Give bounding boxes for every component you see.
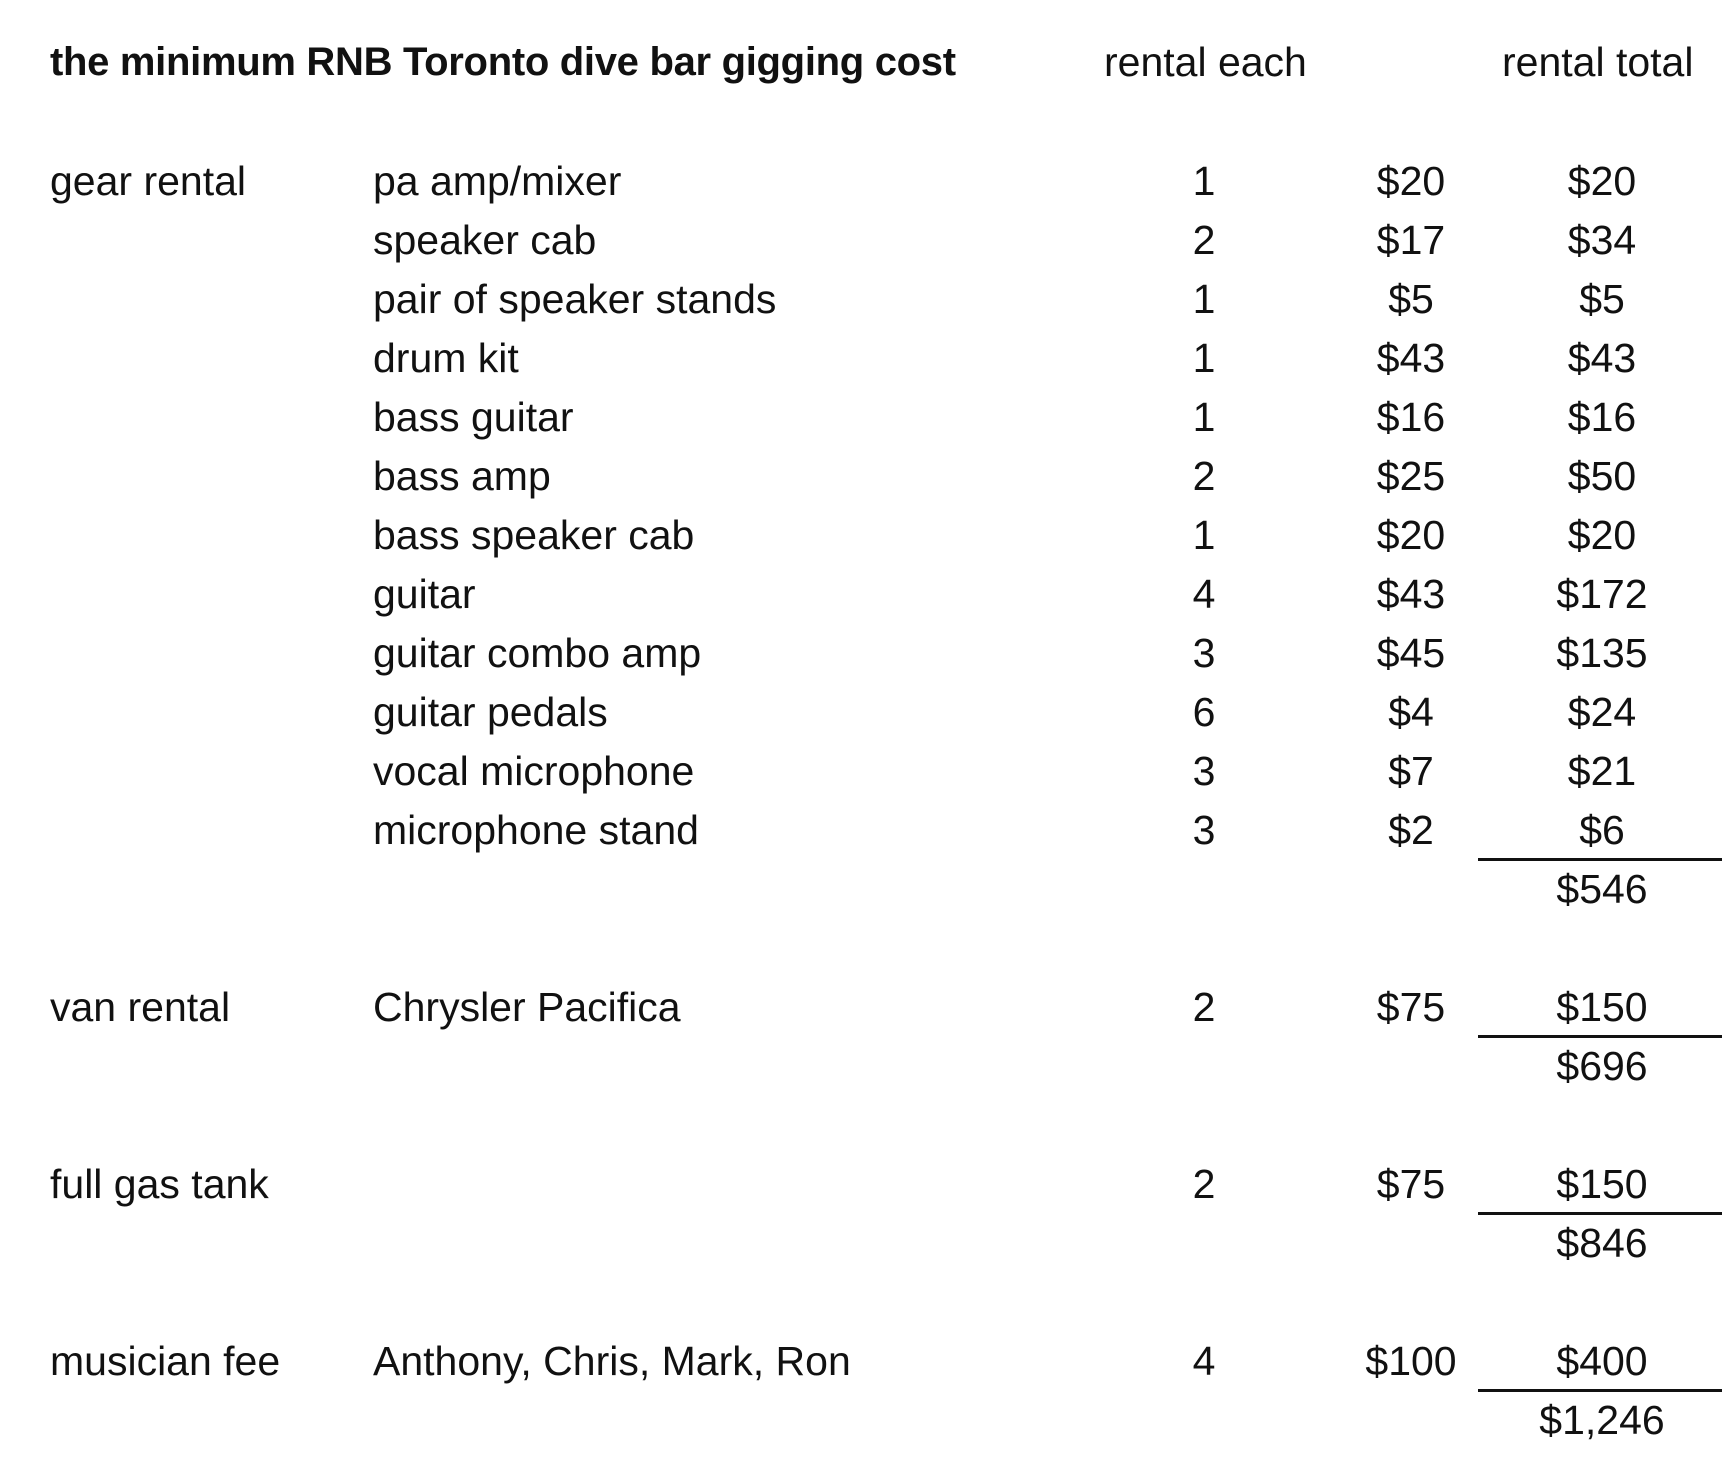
category-full-gas-tank: full gas tank (50, 1161, 269, 1207)
item-total: $43 (1567, 335, 1637, 381)
item-name: Anthony, Chris, Mark, Ron (373, 1338, 851, 1384)
item-each: $2 (1388, 807, 1434, 853)
subtotal-gear: $546 (1556, 866, 1648, 912)
item-qty: 4 (1192, 1338, 1216, 1384)
item-qty: 3 (1192, 807, 1216, 853)
item-qty: 3 (1192, 748, 1216, 794)
item-total: $34 (1567, 217, 1637, 263)
item-total: $50 (1567, 453, 1637, 499)
category-gear-rental: gear rental (50, 158, 247, 204)
item-total: $20 (1567, 158, 1637, 204)
item-each: $25 (1376, 453, 1446, 499)
item-each: $75 (1376, 1161, 1446, 1207)
item-qty: 1 (1192, 394, 1216, 440)
item-name: pa amp/mixer (373, 158, 622, 204)
item-qty: 4 (1192, 571, 1216, 617)
item-qty: 2 (1192, 984, 1216, 1030)
subtotal-van: $696 (1556, 1043, 1648, 1089)
sheet-title: the minimum RNB Toronto dive bar gigging cost (50, 40, 956, 84)
item-name: guitar (373, 571, 476, 617)
item-each: $43 (1376, 335, 1446, 381)
item-total: $135 (1556, 630, 1648, 676)
item-name: drum kit (373, 335, 519, 381)
item-name: Chrysler Pacifica (373, 984, 681, 1030)
item-name: bass amp (373, 453, 551, 499)
item-qty: 3 (1192, 630, 1216, 676)
item-qty: 6 (1192, 689, 1216, 735)
item-each: $43 (1376, 571, 1446, 617)
item-each: $100 (1365, 1338, 1457, 1384)
item-name: vocal microphone (373, 748, 695, 794)
subtotal-rule (1478, 1212, 1722, 1215)
item-total: $150 (1556, 984, 1648, 1030)
item-qty: 1 (1192, 335, 1216, 381)
item-total: $150 (1556, 1161, 1648, 1207)
item-each: $75 (1376, 984, 1446, 1030)
grand-total: $1,246 (1539, 1397, 1665, 1443)
item-total: $24 (1567, 689, 1637, 735)
item-total: $400 (1556, 1338, 1648, 1384)
item-qty: 1 (1192, 512, 1216, 558)
item-qty: 2 (1192, 1161, 1216, 1207)
item-total: $5 (1579, 276, 1625, 322)
item-qty: 2 (1192, 217, 1216, 263)
header-rental-total: rental total (1502, 39, 1694, 85)
item-name: speaker cab (373, 217, 597, 263)
header-rental-each: rental each (1104, 39, 1307, 85)
item-name: microphone stand (373, 807, 699, 853)
item-total: $21 (1567, 748, 1637, 794)
item-name: bass guitar (373, 394, 574, 440)
subtotal-rule (1478, 1035, 1722, 1038)
item-each: $16 (1376, 394, 1446, 440)
item-name: guitar combo amp (373, 630, 702, 676)
item-each: $4 (1388, 689, 1434, 735)
item-total: $6 (1579, 807, 1625, 853)
item-each: $20 (1376, 512, 1446, 558)
item-each: $45 (1376, 630, 1446, 676)
subtotal-rule (1478, 858, 1722, 861)
item-name: bass speaker cab (373, 512, 695, 558)
item-each: $17 (1376, 217, 1446, 263)
item-each: $5 (1388, 276, 1434, 322)
item-qty: 1 (1192, 158, 1216, 204)
item-total: $16 (1567, 394, 1637, 440)
category-van-rental: van rental (50, 984, 231, 1030)
item-each: $20 (1376, 158, 1446, 204)
category-musician-fee: musician fee (50, 1338, 281, 1384)
subtotal-rule (1478, 1389, 1722, 1392)
item-qty: 1 (1192, 276, 1216, 322)
subtotal-gas: $846 (1556, 1220, 1648, 1266)
item-name: pair of speaker stands (373, 276, 777, 322)
item-total: $20 (1567, 512, 1637, 558)
item-each: $7 (1388, 748, 1434, 794)
item-qty: 2 (1192, 453, 1216, 499)
item-total: $172 (1556, 571, 1648, 617)
item-name: guitar pedals (373, 689, 608, 735)
